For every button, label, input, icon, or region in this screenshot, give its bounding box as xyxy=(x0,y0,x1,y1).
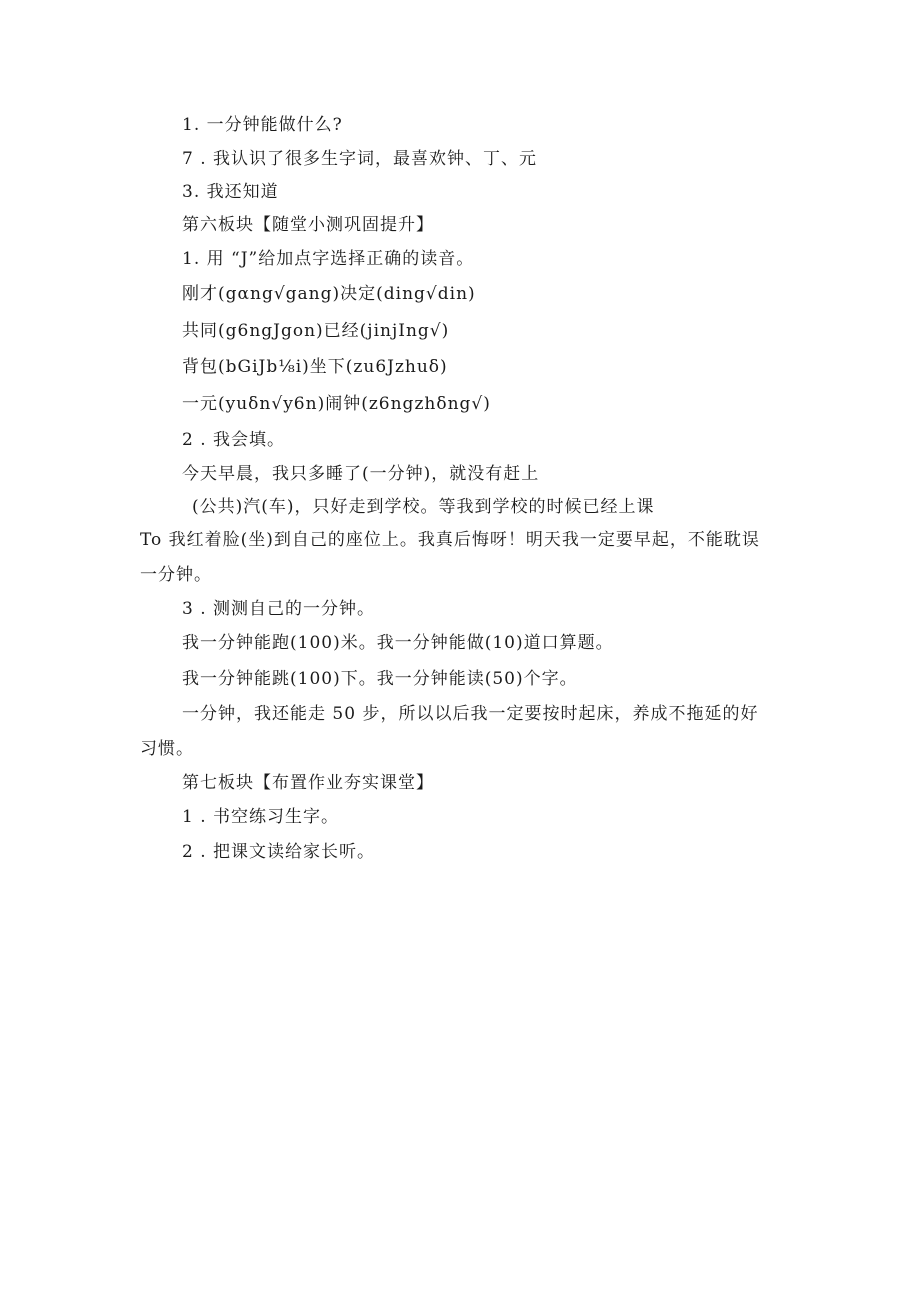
text-line: 一分钟。 xyxy=(140,565,212,585)
text-line: 7 . 我认识了很多生字词，最喜欢钟、丁、元 xyxy=(182,149,538,169)
text-line: 2 . 把课文读给家长听。 xyxy=(182,842,376,862)
pinyin-line: 一元(yuδn√y6n)闹钟(z6ngzhδng√) xyxy=(182,394,491,414)
text-line: 3 . 测测自己的一分钟。 xyxy=(182,599,376,619)
pinyin-line: 刚才(gαng√gang)决定(ding√din) xyxy=(182,284,476,304)
section-heading: 第六板块【随堂小测巩固提升】 xyxy=(182,215,434,235)
text-line: 习惯。 xyxy=(140,739,194,759)
text-line: 我一分钟能跑(100)米。我一分钟能做(10)道口算题。 xyxy=(182,633,614,653)
pinyin-line: 背包(bGiJb⅛i)坐下(zu6Jzhuδ) xyxy=(182,357,448,377)
text-line: 1 . 书空练习生字。 xyxy=(182,807,340,827)
text-line: 一分钟，我还能走 50 步，所以以后我一定要按时起床，养成不拖延的好 xyxy=(182,704,759,724)
text-line: 今天早晨，我只多睡了(一分钟)，就没有赶上 xyxy=(182,464,540,484)
text-line: 1. 一分钟能做什么? xyxy=(182,115,343,135)
text-line: (公共)汽(车)，只好走到学校。等我到学校的时候已经上课 xyxy=(192,497,655,517)
text-line: To 我红着脸(坐)到自己的座位上。我真后悔呀！明天我一定要早起，不能耽误 xyxy=(140,530,760,550)
pinyin-line: 共同(g6ngJgon)已经(jinjIng√) xyxy=(182,321,450,341)
text-line: 2 . 我会填。 xyxy=(182,430,286,450)
section-heading: 第七板块【布置作业夯实课堂】 xyxy=(182,773,434,793)
text-line: 1. 用 “J”给加点字选择正确的读音。 xyxy=(182,249,475,269)
text-line: 3. 我还知道 xyxy=(182,182,279,202)
text-line: 我一分钟能跳(100)下。我一分钟能读(50)个字。 xyxy=(182,669,578,689)
